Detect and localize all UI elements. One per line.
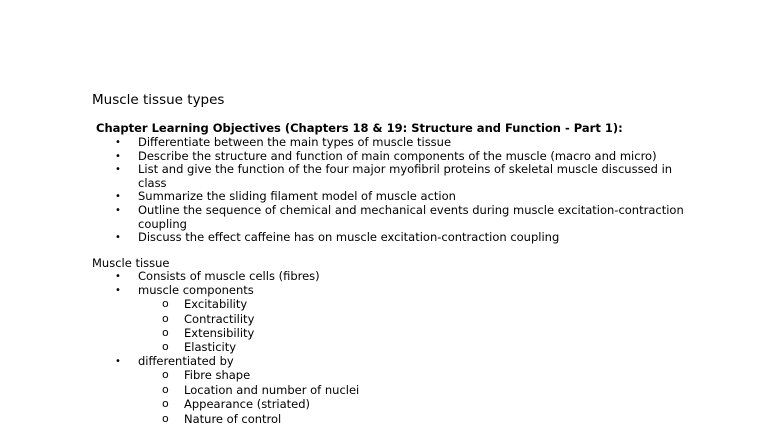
sub-item-text: Extensibility xyxy=(184,326,255,340)
sub-item-text: Appearance (striated) xyxy=(184,397,311,412)
bullet-icon: • xyxy=(115,355,121,367)
sub-item-text: Location and number of nuclei xyxy=(184,382,360,397)
circle-bullet-icon: o xyxy=(162,297,169,311)
bullet-icon: • xyxy=(115,164,121,176)
objective-text: Describe the structure and function of main components of the muscle (macro and micro) xyxy=(138,148,657,163)
circle-bullet-icon: o xyxy=(162,397,169,411)
list-item xyxy=(0,270,359,284)
circle-bullet-icon: o xyxy=(162,311,169,325)
bullet-icon: • xyxy=(115,150,121,162)
sub-item-text: Fibre shape xyxy=(184,368,251,383)
bullet-icon: • xyxy=(115,137,121,148)
objective-text: List and give the function of the four major myofibril proteins of skeletal muscle discussed in class xyxy=(138,162,673,190)
objective-text: Outline the sequence of chemical and mechanical events during muscle excitation-contraction coupling xyxy=(138,202,684,231)
circle-bullet-icon: o xyxy=(162,326,169,339)
objective-text: Summarize the sliding filament model of muscle action xyxy=(138,189,456,204)
objectives-heading: Chapter Learning Objectives (Chapters 18 & 19: Structure and Function - Part 1): xyxy=(96,121,623,135)
circle-bullet-icon: o xyxy=(162,411,169,425)
sub-item-text: Contractility xyxy=(184,311,255,326)
circle-bullet-icon: o xyxy=(162,340,169,354)
bullet-icon: • xyxy=(115,271,121,282)
sub-item-text: Excitability xyxy=(184,297,248,312)
sub-list-item xyxy=(0,383,359,397)
list-item-text: muscle components xyxy=(138,282,254,297)
sub-list-item xyxy=(0,340,359,354)
page-title: Muscle tissue types xyxy=(92,92,225,108)
bullet-icon: • xyxy=(115,204,121,216)
sub-list-item xyxy=(0,297,359,311)
circle-bullet-icon: o xyxy=(162,368,169,382)
bullet-icon: • xyxy=(115,284,121,296)
sub-list-item xyxy=(0,368,359,382)
sub-item-text: Nature of control xyxy=(184,411,282,426)
list-item xyxy=(0,284,359,298)
objective-text: Discuss the effect caffeine has on muscle excitation-contraction coupling xyxy=(138,230,560,245)
list-item xyxy=(0,231,684,245)
objective-text: Differentiate between the main types of muscle tissue xyxy=(138,135,452,149)
bullet-icon: • xyxy=(115,191,121,203)
list-item-text: differentiated by xyxy=(138,353,234,368)
list-item xyxy=(0,204,684,231)
list-item xyxy=(0,150,684,164)
list-item xyxy=(0,355,359,369)
list-item-text: Consists of muscle cells (fibres) xyxy=(138,269,320,283)
sub-item-text: Elasticity xyxy=(184,340,237,355)
sub-list-item xyxy=(0,312,359,326)
circle-bullet-icon: o xyxy=(162,382,169,396)
list-item xyxy=(0,163,684,190)
muscle-tissue-list xyxy=(0,270,359,426)
objectives-list xyxy=(0,136,684,245)
bullet-icon: • xyxy=(115,232,121,244)
sub-list-item xyxy=(0,412,359,426)
section-label-muscle-tissue: Muscle tissue xyxy=(92,256,170,270)
sub-list-item xyxy=(0,326,359,340)
list-item xyxy=(0,190,684,204)
list-item xyxy=(0,136,684,150)
sub-list-item xyxy=(0,397,359,411)
